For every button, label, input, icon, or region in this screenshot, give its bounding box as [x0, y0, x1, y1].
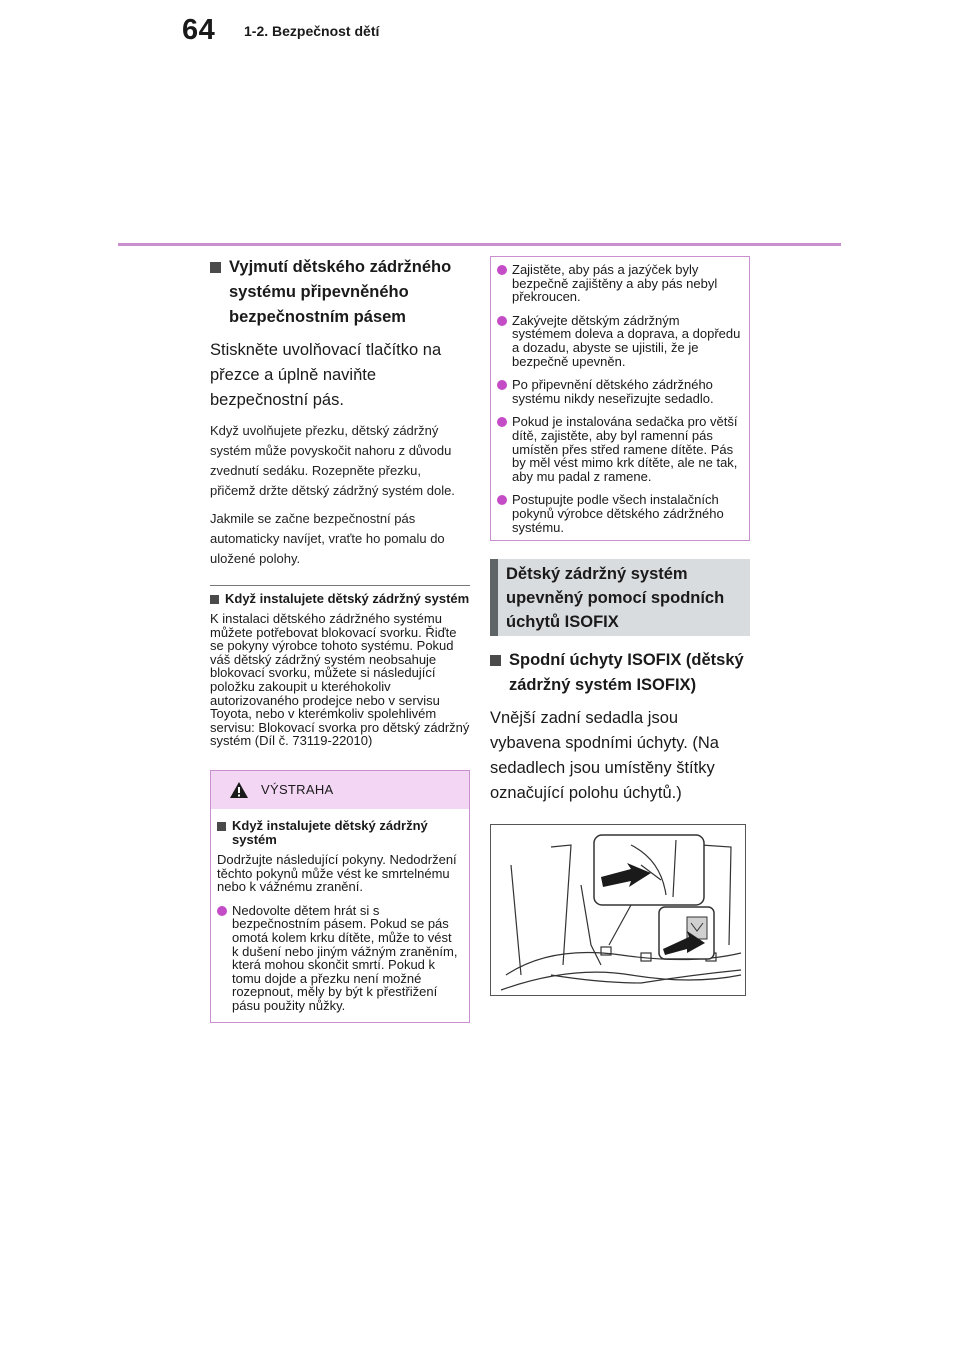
warning-sub-heading: Když instalujete dětský zádržný systém — [217, 819, 461, 847]
list-item: Po připevnění dětského zádržného systému nikdy neseřizujte sedadlo. — [497, 378, 741, 405]
page-number: 64 — [182, 14, 216, 46]
square-bullet-icon — [210, 262, 221, 273]
square-bullet-icon — [217, 822, 226, 831]
rear-seat-drawing — [491, 825, 745, 995]
paragraph: Když uvolňujete přezku, dětský zádržný systém může povyskočit nahoru z důvodu zvednutí sedáku. Rozepněte přezku, přičemž držte dětský zádržný systém dole. — [210, 423, 455, 498]
warning-intro: Dodržujte následující pokyny. Nedodržení těchto pokynů může vést ke smrtelnému nebo k vážnému zranění. — [217, 851, 457, 895]
bullet-dot-icon — [497, 316, 507, 326]
isofix-illustration — [490, 824, 746, 996]
bullet-dot-icon — [497, 495, 507, 505]
bullet-dot-icon — [217, 906, 227, 916]
list-item: Postupujte podle všech instalačních pokynů výrobce dětského zádržného systému. — [497, 493, 741, 534]
warning-title: VÝSTRAHA — [261, 782, 334, 798]
list-item: Zajistěte, aby pás a jazýček byly bezpečně zajištěny a aby pás nebyl překroucen. — [497, 263, 741, 304]
heading-removal: Vyjmutí dětského zádržného systému připevněného bezpečnostním pásem — [210, 255, 470, 330]
list-item: Pokud je instalována sedačka pro větší dítě, zajistěte, aby byl ramenní pás umístěn přes střed ramene dítěte. Pás by měl vést mimo krk dítěte, ale ne tak, aby mu padal z ramene. — [497, 415, 741, 483]
left-column — [210, 255, 470, 1023]
lead-text: Vnější zadní sedadla jsou vybavena spodními úchyty. (Na sedadlech jsou umístěny štítky označující polohu úchytů.) — [490, 709, 719, 803]
square-bullet-icon — [490, 655, 501, 666]
warning-triangle-icon — [229, 781, 249, 799]
divider — [210, 585, 470, 586]
section-banner: Dětský zádržný systém upevněný pomocí spodních úchytů ISOFIX — [490, 559, 750, 636]
header-rule — [118, 243, 841, 246]
bullet-dot-icon — [497, 265, 507, 275]
list-item: Zakývejte dětským zádržným systémem doleva a doprava, a dopředu a dozadu, abyste se ujistili, že je bezpečně upevněn. — [497, 314, 741, 368]
warning-header — [211, 771, 469, 809]
square-bullet-icon — [210, 595, 219, 604]
warning-continued-box — [490, 256, 750, 541]
sub-body: K instalaci dětského zádržného systému můžete potřebovat blokovací svorku. Řiďte se pokyny výrobce tohoto systému. Pokud váš dětský zádržný systém neobsahuje blokovací svorku, můžete si následující položku zakoupit u kteréhokoliv autorizovaného prodejce nebo v servisu Toyota, nebo v kterémkoliv spolehlivém servisu: Blokovací svorka pro dětský zádržný systém (Díl č. 73119-22010) — [210, 611, 470, 749]
heading-isofix: Spodní úchyty ISOFIX (dětský zádržný systém ISOFIX) — [490, 648, 750, 698]
warning-body — [211, 809, 469, 1023]
bullet-dot-icon — [497, 417, 507, 427]
lead-text: Stiskněte uvolňovací tlačítko na přezce a úplně naviňte bezpečnostní pás. — [210, 341, 442, 409]
bullet-dot-icon — [497, 380, 507, 390]
warning-bullet: Nedovolte dětem hrát si s bezpečnostním pásem. Pokud se pás omotá kolem krku dítěte, může to vést k dušení nebo jiným vážným zraněním, která mohou skončit smrtí. Pokud k tomu dojde a přezku není možné rozepnout, měly by být k přestřižení pásu použity nůžky. — [217, 904, 461, 1013]
warning-box — [210, 770, 470, 1024]
sub-heading: Když instalujete dětský zádržný systém — [210, 592, 470, 606]
section-title: 1-2. Bezpečnost dětí — [244, 23, 380, 39]
paragraph: Jakmile se začne bezpečnostní pás automaticky navíjet, vraťte ho pomalu do uložené polohy. — [210, 511, 445, 566]
right-column — [490, 256, 750, 996]
